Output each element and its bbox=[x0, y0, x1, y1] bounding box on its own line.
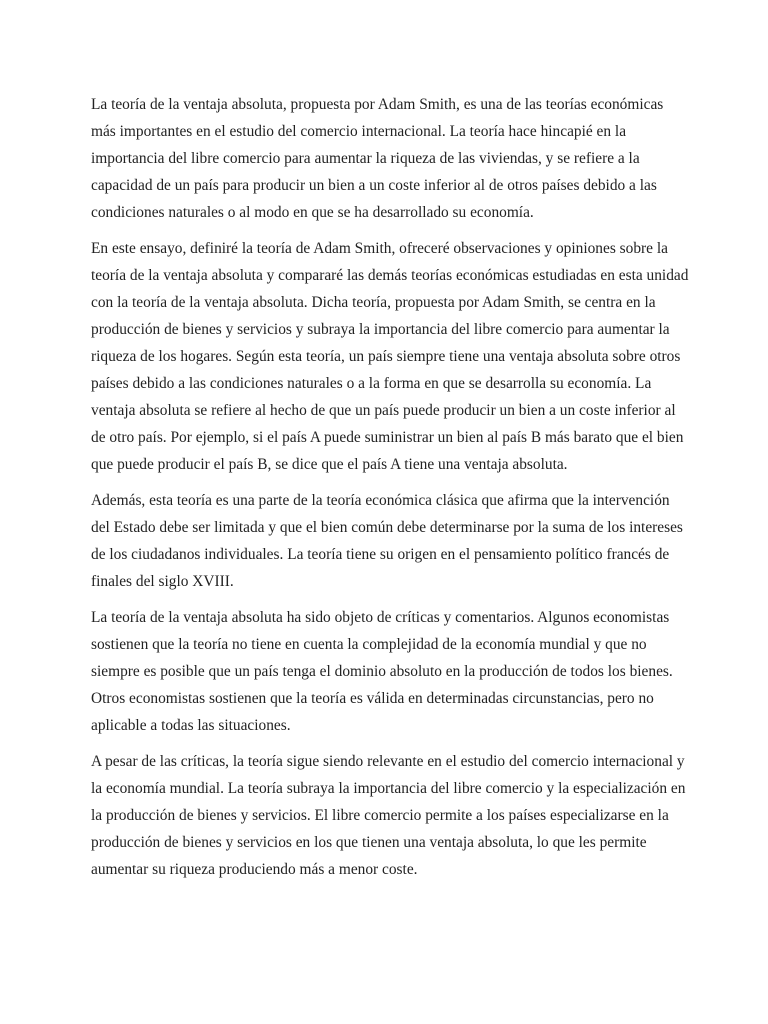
text-line: La teoría de la ventaja absoluta, propuesta por Adam Smith, es una de las teorías económicas bbox=[91, 96, 664, 113]
text-line: siempre es posible que un país tenga el dominio absoluto en la producción de todos los bienes. bbox=[91, 663, 673, 680]
text-line: producción de bienes y servicios en los que tienen una ventaja absoluta, lo que les permite bbox=[91, 834, 647, 851]
text-line: finales del siglo XVIII. bbox=[91, 573, 234, 590]
text-line: del Estado debe ser limitada y que el bien común debe determinarse por la suma de los intereses bbox=[91, 519, 683, 536]
text-line: de otro país. Por ejemplo, si el país A puede suministrar un bien al país B más barato que el bien bbox=[91, 429, 684, 446]
text-line: A pesar de las críticas, la teoría sigue siendo relevante en el estudio del comercio internacional y bbox=[91, 753, 685, 770]
text-line: países debido a las condiciones naturales o a la forma en que se desarrolla su economía. La bbox=[91, 375, 652, 392]
text-line: La teoría de la ventaja absoluta ha sido objeto de críticas y comentarios. Algunos economistas bbox=[91, 609, 670, 626]
paragraph bbox=[91, 748, 691, 883]
text-line: que puede producir el país B, se dice que el país A tiene una ventaja absoluta. bbox=[91, 456, 568, 473]
text-line: más importantes en el estudio del comercio internacional. La teoría hace hincapié en la bbox=[91, 123, 627, 140]
text-line: capacidad de un país para producir un bien a un coste inferior al de otros países debido a las bbox=[91, 177, 657, 194]
text-line: En este ensayo, definiré la teoría de Adam Smith, ofreceré observaciones y opiniones sobre la bbox=[91, 240, 668, 257]
text-line: condiciones naturales o al modo en que se ha desarrollado su economía. bbox=[91, 204, 534, 221]
text-line: Además, esta teoría es una parte de la teoría económica clásica que afirma que la intervención bbox=[91, 492, 670, 509]
text-line: teoría de la ventaja absoluta y compararé las demás teorías económicas estudiadas en esta unidad bbox=[91, 267, 689, 284]
text-line: aumentar su riqueza produciendo más a menor coste. bbox=[91, 861, 418, 878]
text-line: con la teoría de la ventaja absoluta. Dicha teoría, propuesta por Adam Smith, se centra en la bbox=[91, 294, 656, 311]
text-line: la producción de bienes y servicios. El libre comercio permite a los países especializarse en la bbox=[91, 807, 669, 824]
text-line: producción de bienes y servicios y subraya la importancia del libre comercio para aumentar la bbox=[91, 321, 670, 338]
paragraph bbox=[91, 235, 691, 478]
text-line: sostienen que la teoría no tiene en cuenta la complejidad de la economía mundial y que no bbox=[91, 636, 647, 653]
text-line: la economía mundial. La teoría subraya la importancia del libre comercio y la especialización en bbox=[91, 780, 686, 797]
text-line: importancia del libre comercio para aumentar la riqueza de las viviendas, y se refiere a la bbox=[91, 150, 640, 167]
document-page bbox=[91, 91, 691, 892]
paragraph bbox=[91, 91, 691, 226]
text-line: ventaja absoluta se refiere al hecho de que un país puede producir un bien a un coste inferior al bbox=[91, 402, 676, 419]
text-line: Otros economistas sostienen que la teoría es válida en determinadas circunstancias, pero no bbox=[91, 690, 654, 707]
text-line: riqueza de los hogares. Según esta teoría, un país siempre tiene una ventaja absoluta sobre otros bbox=[91, 348, 681, 365]
text-line: de los ciudadanos individuales. La teoría tiene su origen en el pensamiento político francés de bbox=[91, 546, 670, 563]
text-line: aplicable a todas las situaciones. bbox=[91, 717, 291, 734]
paragraph bbox=[91, 487, 691, 595]
paragraph bbox=[91, 604, 691, 739]
